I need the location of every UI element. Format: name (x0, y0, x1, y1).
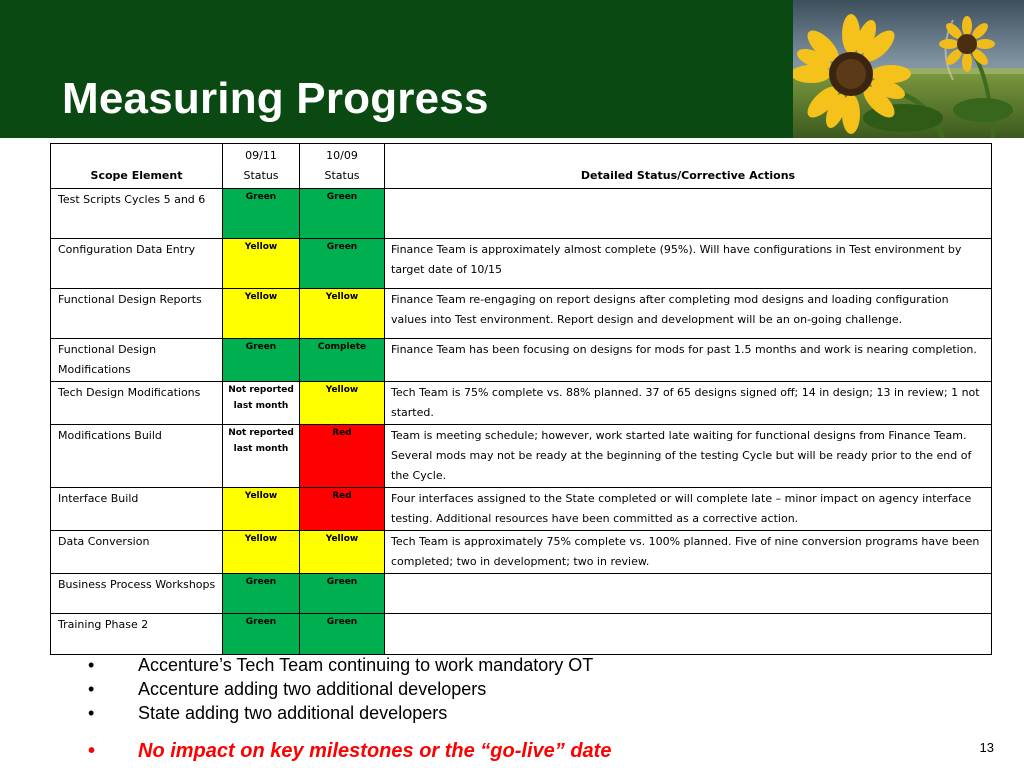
detail-cell: Finance Team is approximately almost complete (95%). Will have configurations in Test environment by target date of 10/15 (385, 239, 992, 289)
status-1009-cell: Yellow (300, 382, 385, 425)
detail-cell: Finance Team has been focusing on designs for mods for past 1.5 months and work is nearing completion. (385, 339, 992, 382)
scope-element-cell: Test Scripts Cycles 5 and 6 (51, 189, 223, 239)
bullet-marker: • (88, 703, 95, 723)
scope-element-cell: Interface Build (51, 488, 223, 531)
status-0911-cell: Yellow (223, 531, 300, 574)
bullet-text: Accenture adding two additional developers (138, 679, 487, 699)
scope-element-cell: Modifications Build (51, 425, 223, 488)
scope-element-cell: Data Conversion (51, 531, 223, 574)
table-row (51, 289, 992, 339)
header-scope-element: Scope Element (51, 144, 223, 189)
table-row (51, 531, 992, 574)
bullet-marker: • (88, 740, 96, 762)
status-1009-cell: Yellow (300, 531, 385, 574)
table-row (51, 574, 992, 614)
status-0911-cell: Yellow (223, 239, 300, 289)
detail-cell: Finance Team re-engaging on report designs after completing mod designs and loading configuration values into Test environment. Report design and development will be an on-going challenge. (385, 289, 992, 339)
table-row (51, 382, 992, 425)
table-header-row (51, 144, 992, 189)
status-0911-cell: Yellow (223, 488, 300, 531)
detail-cell: Team is meeting schedule; however, work started late waiting for functional designs from Finance Team. Several mods may not be ready at the beginning of the testing Cycle but will be ready prior to the end of the Cycle. (385, 425, 992, 488)
detail-cell (385, 614, 992, 655)
status-0911-cell: Not reported last month (223, 382, 300, 425)
status-1009-cell: Green (300, 574, 385, 614)
status-0911-cell: Green (223, 189, 300, 239)
header-detailed-status: Detailed Status/Corrective Actions (385, 144, 992, 189)
bullet-text: Accenture’s Tech Team continuing to work mandatory OT (138, 655, 594, 675)
status-1009-cell: Yellow (300, 289, 385, 339)
status-0911-cell: Green (223, 339, 300, 382)
scope-element-cell: Functional Design Modifications (51, 339, 223, 382)
detail-cell: Tech Team is 75% complete vs. 88% planned. 37 of 65 designs signed off; 14 in design; 13 in review; 1 not started. (385, 382, 992, 425)
header-status-0911: 09/11 Status (223, 144, 300, 189)
scope-element-cell: Configuration Data Entry (51, 239, 223, 289)
table-row (51, 189, 992, 239)
detail-cell (385, 574, 992, 614)
status-1009-cell: Red (300, 425, 385, 488)
table-row (51, 239, 992, 289)
page-number: 13 (979, 740, 994, 755)
bullet-marker: • (88, 655, 95, 675)
table-row (51, 614, 992, 655)
header-status-1009: 10/09 Status (300, 144, 385, 189)
detail-cell (385, 189, 992, 239)
detail-cell: Four interfaces assigned to the State completed or will complete late – minor impact on agency interface testing. Additional resources have been committed as a corrective action. (385, 488, 992, 531)
sunflower-photo (793, 0, 1024, 138)
bullet-marker: • (88, 679, 95, 699)
status-1009-cell: Green (300, 189, 385, 239)
status-0911-cell: Not reported last month (223, 425, 300, 488)
detail-cell: Tech Team is approximately 75% complete vs. 100% planned. Five of nine conversion programs have been completed; two in development; two in review. (385, 531, 992, 574)
status-table (50, 143, 992, 655)
scope-element-cell: Tech Design Modifications (51, 382, 223, 425)
status-1009-cell: Complete (300, 339, 385, 382)
status-0911-cell: Green (223, 614, 300, 655)
title-banner (0, 0, 1024, 138)
bullet-text: State adding two additional developers (138, 703, 448, 723)
table-row (51, 425, 992, 488)
scope-element-cell: Functional Design Reports (51, 289, 223, 339)
highlight-text: No impact on key milestones or the “go-live” date (138, 740, 612, 762)
status-0911-cell: Yellow (223, 289, 300, 339)
scope-element-cell: Business Process Workshops (51, 574, 223, 614)
status-0911-cell: Green (223, 574, 300, 614)
slide-title: Measuring Progress (62, 74, 489, 123)
scope-element-cell: Training Phase 2 (51, 614, 223, 655)
status-1009-cell: Red (300, 488, 385, 531)
status-1009-cell: Green (300, 239, 385, 289)
table-row (51, 488, 992, 531)
table-row (51, 339, 992, 382)
status-1009-cell: Green (300, 614, 385, 655)
